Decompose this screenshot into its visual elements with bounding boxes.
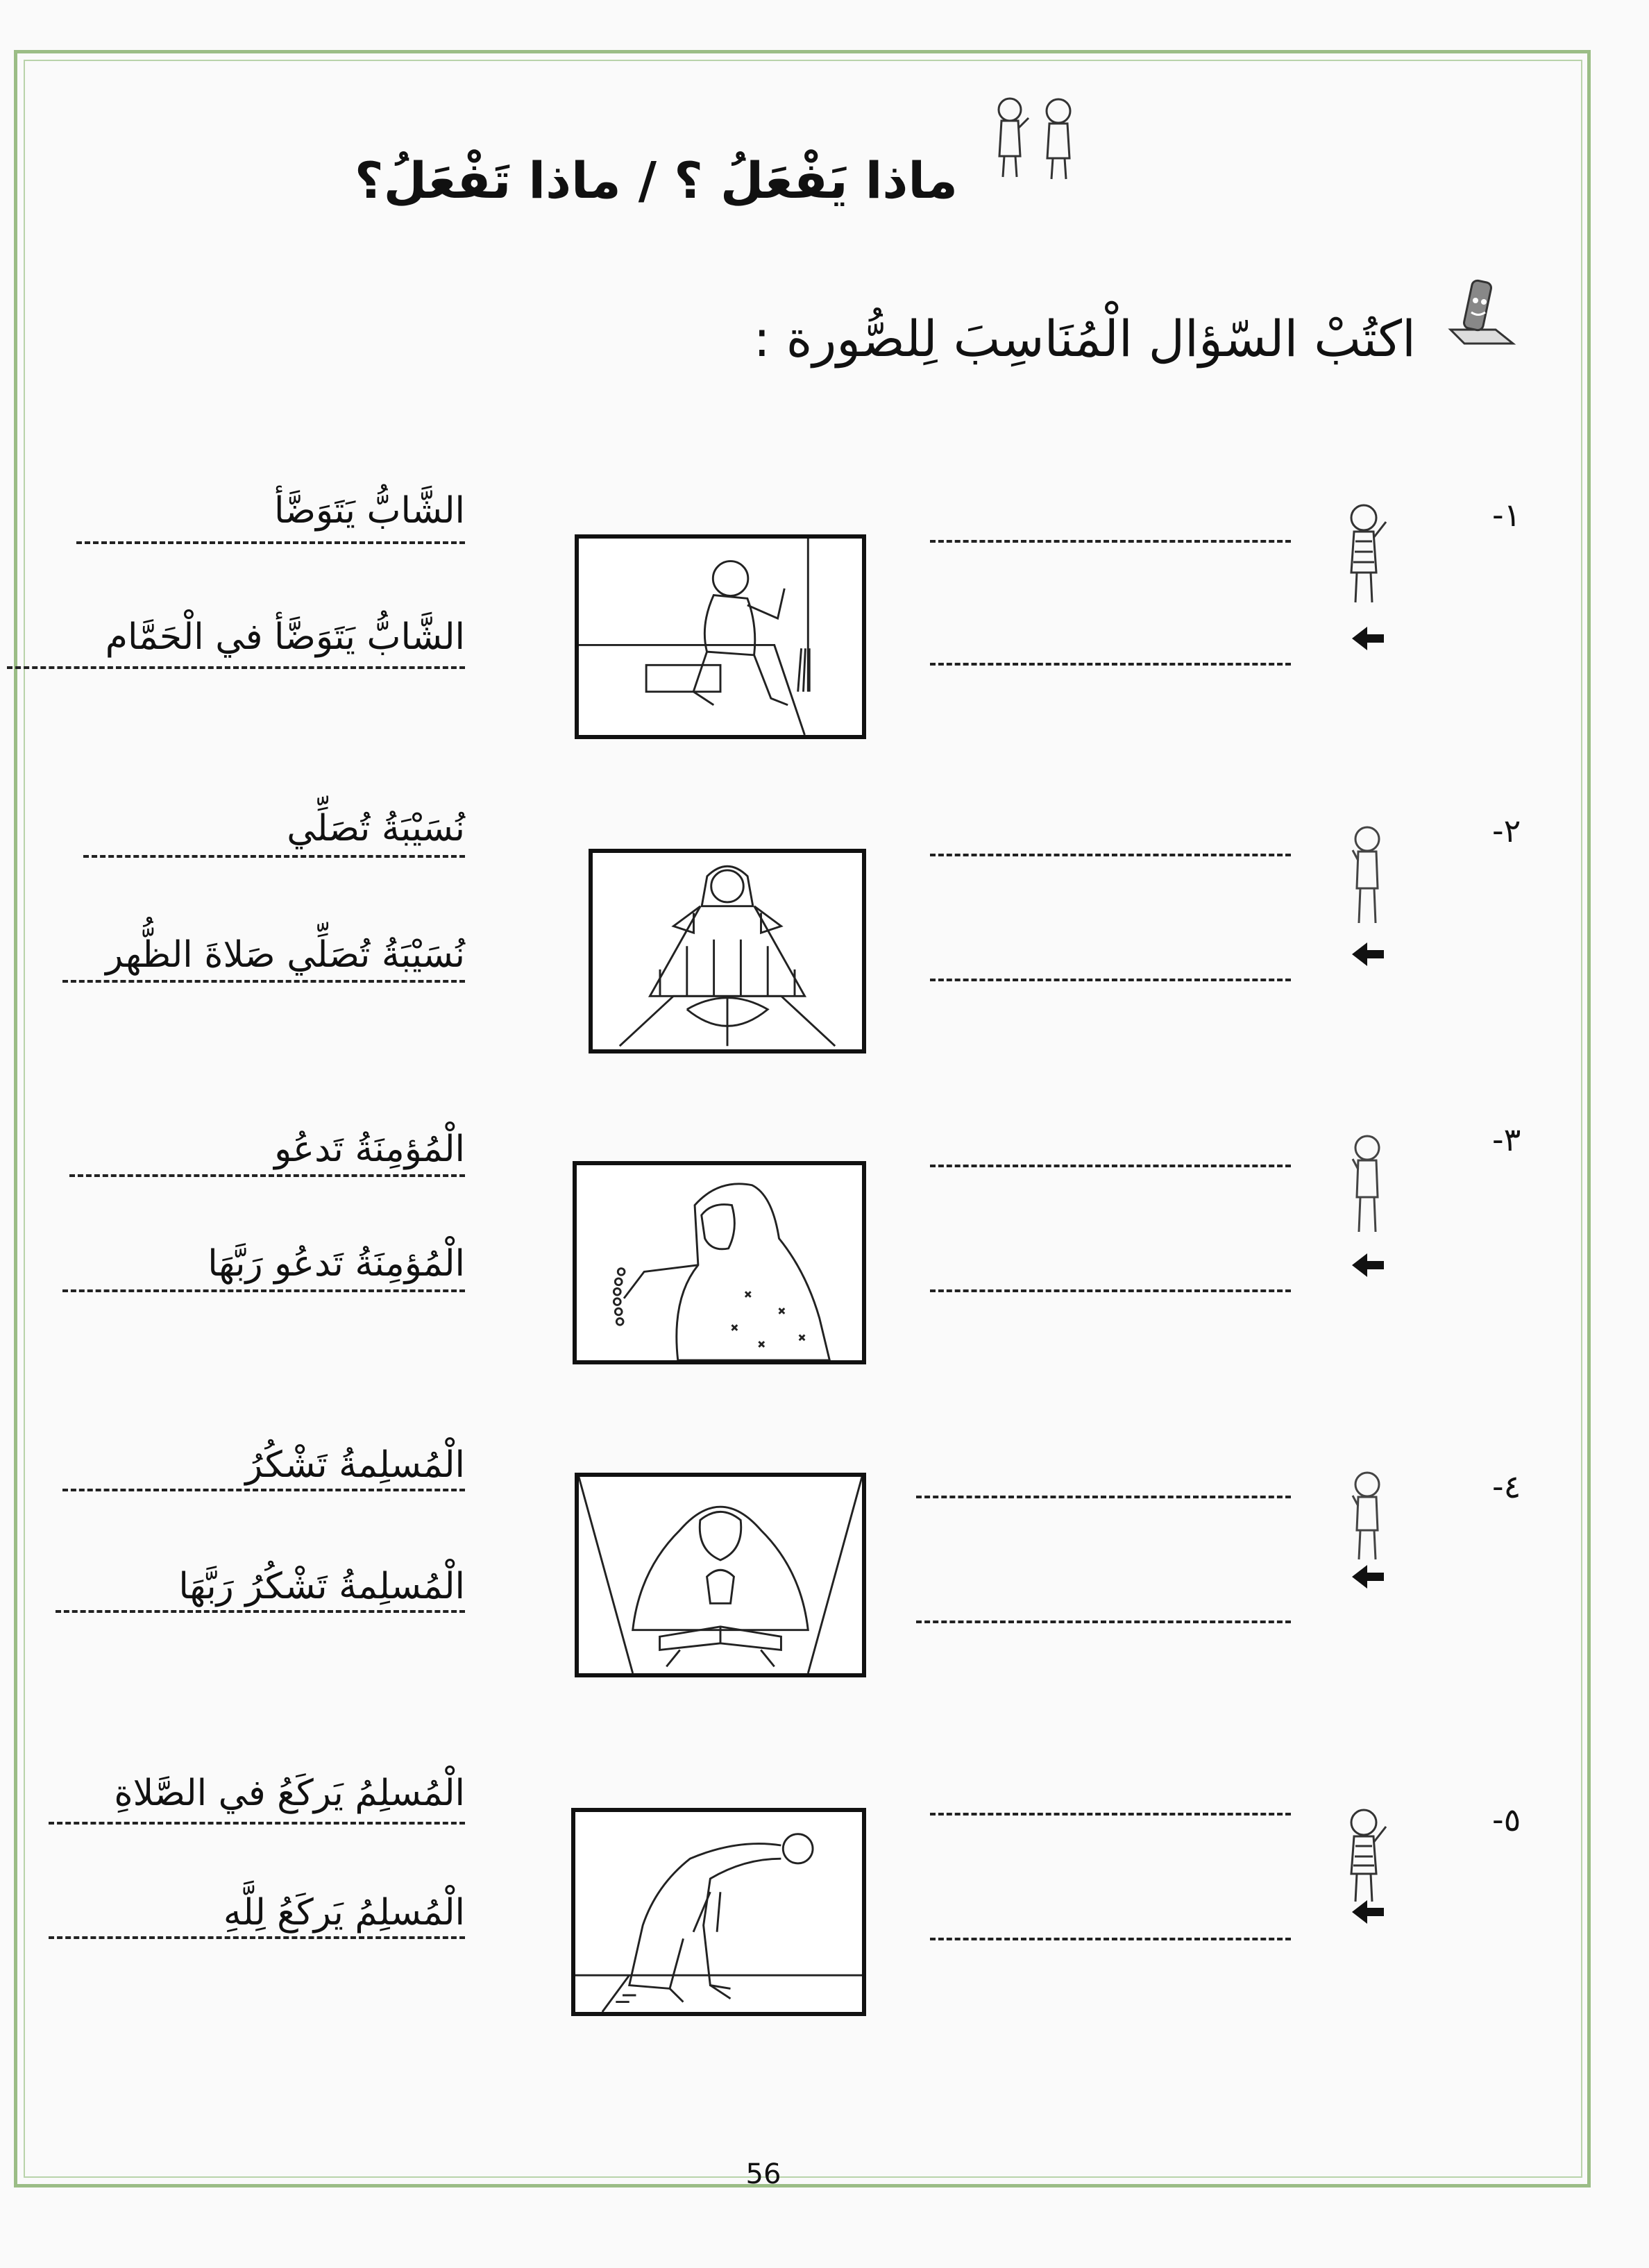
question-number: -٣ bbox=[1492, 1121, 1521, 1158]
answer-line[interactable] bbox=[930, 1289, 1291, 1292]
child-thinking-icon bbox=[1343, 1468, 1392, 1565]
answer-line[interactable] bbox=[930, 854, 1291, 856]
image-woman-supplicating bbox=[573, 1161, 866, 1364]
arrow-left-icon bbox=[1346, 621, 1388, 656]
answer-underline bbox=[62, 980, 465, 983]
image-woman-reading-quran bbox=[575, 1473, 866, 1677]
answer-full: الْمُسلِمُ يَركَعُ لِلَّهِ bbox=[223, 1892, 465, 1933]
child-thinking-icon bbox=[1343, 1131, 1392, 1239]
answer-underline bbox=[49, 1936, 465, 1939]
answer-line[interactable] bbox=[916, 1496, 1291, 1498]
answer-line[interactable] bbox=[930, 1165, 1291, 1167]
answer-short: الْمُسلِمُ يَركَعُ في الصَّلاةِ bbox=[114, 1772, 465, 1814]
page-number: 56 bbox=[745, 2158, 781, 2190]
arrow-left-icon bbox=[1346, 937, 1388, 972]
answer-underline bbox=[83, 855, 465, 858]
two-kids-icon bbox=[979, 90, 1090, 187]
instruction-text: اكتُبْ السّؤال الْمُنَاسِبَ لِلصُّورة : bbox=[753, 310, 1416, 368]
answer-full: نُسَيْبَةُ تُصَلِّي صَلاةَ الظُّهر bbox=[105, 934, 465, 976]
image-man-bowing-ruku bbox=[571, 1808, 866, 2016]
answer-underline bbox=[56, 1610, 465, 1613]
arrow-left-icon bbox=[1346, 1559, 1388, 1594]
answer-underline bbox=[69, 1174, 465, 1177]
answer-line[interactable] bbox=[930, 1813, 1291, 1816]
image-young-man-ablution bbox=[575, 534, 866, 739]
answer-line[interactable] bbox=[930, 663, 1291, 666]
child-raising-hand-icon bbox=[1336, 1804, 1398, 1909]
arrow-left-icon bbox=[1346, 1895, 1388, 1929]
pencil-icon bbox=[1444, 274, 1520, 350]
page-title: ماذا يَفْعَلُ ؟ / ماذا تَفْعَلُ؟ bbox=[354, 151, 958, 210]
answer-line[interactable] bbox=[930, 540, 1291, 543]
answer-short: الْمُؤمِنَةُ تَدعُو bbox=[274, 1128, 465, 1170]
arrow-left-icon bbox=[1346, 1248, 1388, 1283]
answer-line[interactable] bbox=[930, 1938, 1291, 1940]
answer-line[interactable] bbox=[916, 1620, 1291, 1623]
question-number: -٢ bbox=[1492, 812, 1521, 849]
answer-underline bbox=[49, 1822, 465, 1825]
answer-underline bbox=[62, 1489, 465, 1491]
answer-full: الْمُسلِمةُ تَشْكُرُ رَبَّهَا bbox=[178, 1566, 465, 1607]
answer-short: الشَّابُّ يَتَوَضَّأ bbox=[273, 490, 465, 532]
question-number: -١ bbox=[1492, 496, 1521, 534]
answer-underline bbox=[76, 541, 465, 544]
answer-line[interactable] bbox=[930, 979, 1291, 981]
child-thinking-icon bbox=[1343, 822, 1392, 930]
question-number: -٥ bbox=[1492, 1801, 1521, 1838]
image-girl-praying bbox=[589, 849, 866, 1053]
answer-short: الْمُسلِمةُ تَشْكُرُ bbox=[245, 1444, 465, 1486]
question-number: -٤ bbox=[1492, 1468, 1521, 1505]
answer-underline bbox=[62, 1289, 465, 1292]
answer-underline bbox=[7, 666, 465, 669]
answer-short: نُسَيْبَةُ تُصَلِّي bbox=[287, 808, 465, 849]
child-raising-hand-icon bbox=[1336, 500, 1398, 611]
answer-full: الشَّابُّ يَتَوَضَّأ في الْحَمَّام bbox=[105, 616, 465, 658]
answer-full: الْمُؤمِنَةُ تَدعُو رَبَّهَا bbox=[208, 1243, 465, 1285]
